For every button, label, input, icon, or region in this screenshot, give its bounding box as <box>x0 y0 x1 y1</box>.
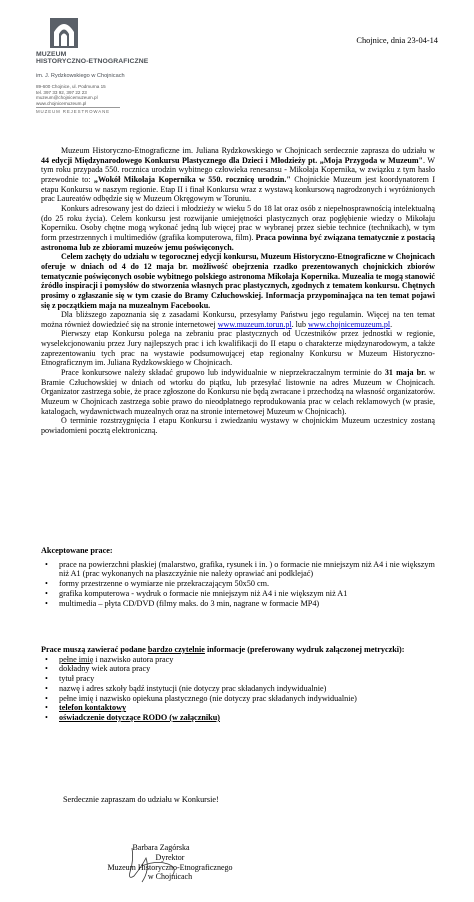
letterhead-divider <box>36 107 120 108</box>
accepted-works-list <box>41 560 435 609</box>
list-item: • dokładny wiek autora pracy <box>41 664 435 674</box>
list-item: • pełne imię i nazwisko opiekuna plastycznego (nie dotyczy prac składanych indywidualnie) <box>41 694 435 704</box>
list-item: • prace na powierzchni płaskiej (malarstwo, grafika, rysunek i in. ) o formacie nie mniejszym niż A4 i nie większym niż A1 (prac wykonanych na płaszczyźnie nie należy oprawiać ani podklejać) <box>41 560 435 579</box>
required-info-list <box>41 655 435 723</box>
link-chojnice-muzeum[interactable]: www.chojnicemuzeum.pl <box>307 319 391 329</box>
closing-line: Serdecznie zapraszam do udziału w Konkursie! <box>63 795 219 804</box>
register-label: MUZEUM REJESTROWANE <box>36 109 111 114</box>
list-item: • formy przestrzenne o wymiarze nie przekraczającym 50x50 cm. <box>41 579 435 589</box>
website: www.chojnicemuzeum.pl <box>36 100 87 106</box>
list-item: • pełne imię i nazwisko autora pracy <box>41 655 435 665</box>
signatory-role: Dyrektor <box>155 852 185 862</box>
signatory-city: w Chojnicach <box>147 872 193 882</box>
letter-date: Chojnice, dnia 23-04-14 <box>356 36 438 45</box>
list-item: • multimedia – płyta CD/DVD (filmy maks. do 3 min, nagrane w formacie MP4) <box>41 599 435 609</box>
address: 89-600 Chojnice, ul. Podmurna 15 <box>36 84 106 89</box>
phone: tel. 397 33 92, 397 22 23 <box>36 89 87 95</box>
museum-subtitle: im. J. Rydzkowskiego w Chojnicach <box>36 73 125 79</box>
paragraph-first-stage: Pierwszy etap Konkursu polega na zebraniu prac plastycznych od Uczestników przez jednostki w regionie, wyselekcjonowaniu przez Jury najlepszych prac i ich kwalifikacji do II etapu o charakterze międzynarodowym, a także zaprezentowaniu tych prac na wystawie podsumowującej etap regionalny Konkursu w Muzeum Historyczno-Etnograficznym im. Juliana Rydzkowskiego w Chojnicach. <box>41 329 435 368</box>
email: muzeum@chojnicemuzeum.pl <box>36 95 98 100</box>
list-item: • telefon kontaktowy <box>41 703 435 713</box>
museum-name: MUZEUM HISTORYCZNO-ETNOGRAFICZNE <box>36 51 149 66</box>
letter-body <box>41 146 435 436</box>
signature-block <box>90 843 250 882</box>
paragraph-exhibition: Celem zachęty do udziału w tegorocznej edycji konkursu, Muzeum Historyczno-Etnograficzne w Chojnicach oferuje w dniach od 4 do 12 maja br. możliwość obejrzenia rzadko prezentowanych chojnickich zbiorów tematycznie poświęconych osobie wybitnego polskiego astronoma Mikołaja Kopernika. Muzealia te mogą stanowić źródło inspiracji i pomysłów do stworzenia własnych prac plastycznych, zgodnych z tematem konkursu. Chętnych prosimy o zgłaszanie się w tym czasie do Bramy Człuchowskiej. Informacja przypominająca na ten temat pojawi się z początkiem maja na muzealnym Facebooku. <box>41 252 435 310</box>
museum-contact <box>36 84 166 106</box>
list-item: • grafika komputerowa - wydruk o formacie nie mniejszym niż A4 i nie większym niż A1 <box>41 589 435 599</box>
required-info-title: Prace muszą zawierać podane bardzo czytelnie informacje (preferowany wydruk załączonej metryczki): <box>41 645 405 654</box>
list-item: • oświadczenie dotyczące RODO (w załączniku) <box>41 713 435 723</box>
paragraph-notification: O terminie rozstrzygnięcia I etapu Konkursu i zwiedzaniu wystawy w chojnickim Muzeum uczestnicy zostaną powiadomieni pocztą elektroniczną. <box>41 416 435 436</box>
list-item: • nazwę i adres szkoły bądź instytucji (nie dotyczy prac składanych indywidualnie) <box>41 684 435 694</box>
list-item: • tytuł pracy <box>41 674 435 684</box>
signatory-org: Muzeum Historyczno-Etnograficznego <box>107 862 233 872</box>
signatory-name: Barbara Zagórska <box>132 843 190 852</box>
paragraph-deadline: Prace konkursowe należy składać grupowo lub indywidualnie w nieprzekraczalnym terminie do 31 maja br. w Bramie Człuchowskiej w dniach od wtorku do piątku, lub przesyłać listownie na adres Muzeum w Chojnicach. Organizator zastrzega sobie, że prace zgłoszone do Konkursu nie będą zwracane i przechodzą na własność organizatorów. Muzeum w Chojnicach zastrzega sobie prawo do nieodpłatnego reprodukowania prac w celach reklamowych (w prasie, katalogach, wydawnictwach muzealnych oraz na stronie internetowej Muzeum w Chojnicach). <box>41 368 435 416</box>
accepted-works-title: Akceptowane prace: <box>41 546 113 555</box>
link-muzeum-torun[interactable]: www.muzeum.torun.pl <box>217 319 292 329</box>
paragraph-rules: Dla bliższego zapoznania się z zasadami Konkursu, przesyłamy Państwu jego regulamin. Więcej na ten temat można również dowiedzieć się na stronie internetowej www.muzeum.torun.pl. lub www.chojnicemuzeum.pl. <box>41 310 435 329</box>
paragraph-intro: Muzeum Historyczno-Etnograficzne im. Juliana Rydzkowskiego w Chojnicach serdecznie zaprasza do udziału w 44 edycji Międzynarodowego Konkursu Plastycznego dla Dzieci i Młodzieży pt. „Moja Przygoda w Muzeum". W tym roku przypada 550. rocznica urodzin wybitnego człowieka renesansu - Mikołaja Kopernika, w związku z tym hasło przewodnie to: „Wokół Mikołaja Kopernika w 550. rocznicę urodzin." Chojnickie Muzeum jest koordynatorem I etapu Konkursu w naszym regionie. Etap II i finał Konkursu wraz z wystawą konkursową nagrodzonych i wyróżnionych prac Laureatów odbędzie się w Muzeum Okręgowym w Toruniu. <box>41 146 435 204</box>
paragraph-audience: Konkurs adresowany jest do dzieci i młodzieży w wieku 5 do 18 lat oraz osób z niepełnosprawnością intelektualną (do 25 roku życia). Celem konkursu jest rozwijanie umiejętności plastycznych oraz pogłębienie wiedzy o Mikołaju Koperniku. Osoby chętne mogą wykonać jedną lub więcej prac w wybranej przez siebie technice (technikach), w tym form przestrzennych i multimediów (grafika komputerowa, film). Praca powinna być związana tematycznie z postacią astronoma lub ze zbiorami muzeów jemu poświęconych. <box>41 203 435 252</box>
museum-logo-icon <box>50 18 78 48</box>
required-info-section <box>41 645 435 723</box>
accepted-works-section <box>41 546 435 608</box>
